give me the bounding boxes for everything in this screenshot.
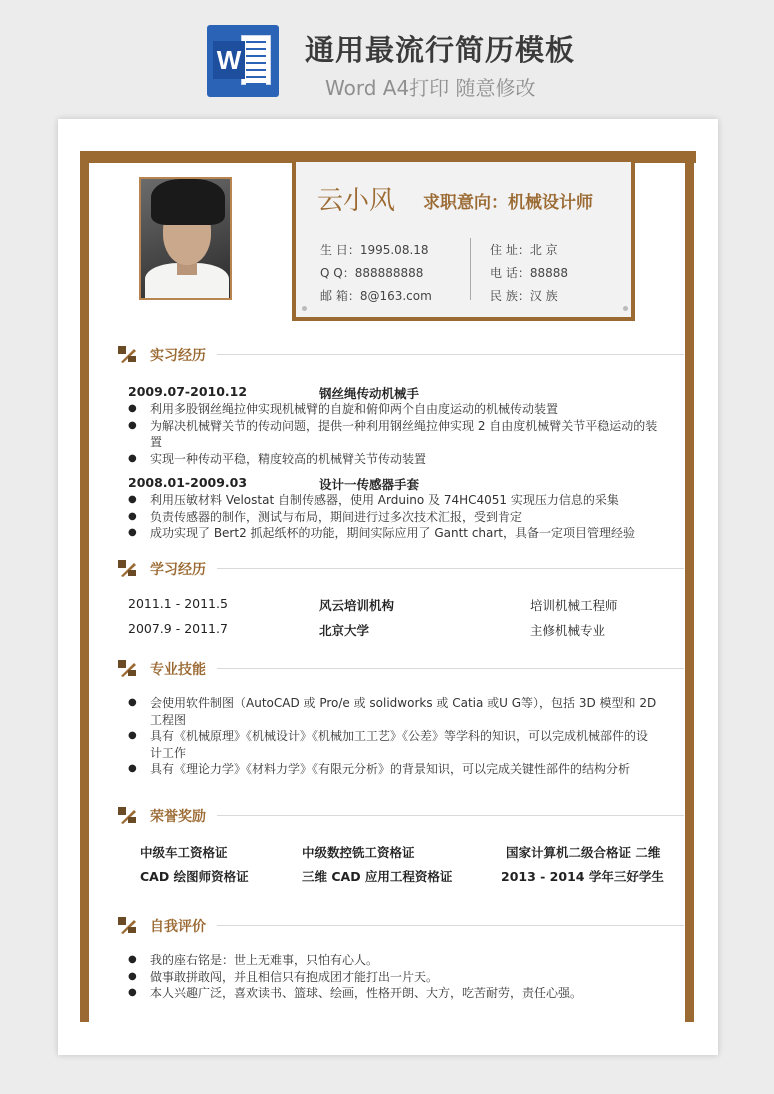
info-phone-value: 88888	[529, 266, 569, 280]
edu-school: 风云培训机构	[319, 598, 395, 613]
pencil-ruler-icon	[117, 559, 137, 577]
info-ethnic-label: 民 族：	[490, 289, 530, 303]
edu-date: 2007.9 - 2011.7	[128, 621, 228, 636]
award-item: 中级数控铣工资格证	[302, 845, 415, 860]
info-birth-label: 生 日：	[320, 243, 360, 257]
info-address	[490, 241, 558, 258]
section-title: 实习经历	[150, 348, 206, 364]
list-item: ● 实现一种传动平稳，精度较高的机械臂关节传动装置	[128, 451, 658, 468]
profile-name: 云小风	[317, 186, 396, 216]
list-item: ● 具有《理论力学》《材料力学》《有限元分析》的背景知识，可以完成关键性部件的结构分析	[128, 761, 658, 778]
entry-title: 设计一传感器手套	[319, 477, 420, 492]
section-divider	[217, 354, 684, 355]
list-item: ● 利用压敏材料 Velostat 自制传感器，使用 Arduino 及 74HC4051 实现压力信息的采集	[128, 492, 658, 509]
list-item: ● 成功实现了 Bert2 抓起纸杯的功能，期间实际应用了 Gantt chart，具备一定项目管理经验	[128, 525, 658, 542]
internship-2-bullets	[128, 492, 658, 542]
pencil-ruler-icon	[117, 916, 137, 934]
pencil-ruler-icon	[117, 345, 137, 363]
frame-left-bar	[80, 151, 89, 1022]
info-birth	[320, 241, 429, 258]
skills-bullets	[128, 695, 658, 778]
word-page-graphic	[241, 35, 271, 85]
info-qq-label: Q Q：	[320, 266, 355, 280]
edu-date: 2011.1 - 2011.5	[128, 596, 228, 611]
info-qq-value: 888888888	[354, 266, 424, 280]
section-divider	[217, 815, 684, 816]
list-item: ● 利用多股钢丝绳拉伸实现机械臂的自旋和俯仰两个自由度运动的机械传动装置	[128, 401, 658, 418]
edu-major: 主修机械专业	[530, 623, 606, 638]
info-email-label: 邮 箱：	[320, 289, 360, 303]
section-title: 专业技能	[150, 662, 206, 678]
entry-date: 2008.01-2009.03	[128, 475, 248, 490]
internship-1-bullets	[128, 401, 658, 467]
list-item: ● 为解决机械臂关节的传动问题，提供一种利用钢丝绳拉伸实现 2 自由度机械臂关节平稳运动的装置	[128, 418, 658, 451]
entry-title: 钢丝绳传动机械手	[319, 386, 420, 401]
banner	[0, 0, 774, 110]
banner-subtitle: Word A4打印 随意修改	[325, 76, 536, 100]
award-item: 2013 - 2014 学年三好学生	[501, 869, 664, 884]
resume-page	[58, 119, 718, 1055]
info-phone	[490, 264, 568, 281]
award-item: 三维 CAD 应用工程资格证	[302, 869, 453, 884]
award-item: CAD 绘图师资格证	[140, 869, 249, 884]
info-ethnic-value: 汉 族	[529, 289, 558, 303]
info-email	[320, 287, 432, 304]
edu-school: 北京大学	[319, 623, 370, 638]
pencil-ruler-icon	[117, 806, 137, 824]
list-item: ● 负责传感器的制作，测试与布局，期间进行过多次技术汇报，受到肯定	[128, 509, 658, 526]
section-divider	[217, 568, 684, 569]
edu-major: 培训机械工程师	[530, 598, 618, 613]
info-divider	[470, 238, 471, 300]
word-icon-letter: W	[213, 41, 245, 79]
frame-right-bar	[685, 151, 694, 1022]
pencil-ruler-icon	[117, 659, 137, 677]
job-intent: 求职意向：机械设计师	[423, 193, 593, 213]
award-item: 中级车工资格证	[140, 845, 228, 860]
word-icon	[207, 25, 279, 97]
list-item: ● 我的座右铭是：世上无难事，只怕有心人。	[128, 952, 658, 969]
info-ethnic	[490, 287, 558, 304]
list-item: ● 会使用软件制图（AutoCAD 或 Pro/e 或 solidworks 或 Catia 或U G等），包括 3D 模型和 2D 工程图	[128, 695, 658, 728]
info-qq	[320, 264, 423, 281]
section-divider	[217, 668, 684, 669]
section-title: 自我评价	[150, 919, 206, 935]
info-address-value: 北 京	[529, 243, 558, 257]
section-self-header	[117, 915, 684, 937]
section-internship-header	[117, 344, 684, 366]
info-email-value: 8@163.com	[359, 289, 432, 303]
section-title: 学习经历	[150, 562, 206, 578]
info-birth-value: 1995.08.18	[359, 243, 429, 257]
banner-title: 通用最流行简历模板	[305, 33, 576, 67]
award-item: 国家计算机二级合格证 二维	[506, 845, 661, 860]
list-item: ● 做事敢拼敢闯，并且相信只有抱成团才能打出一片天。	[128, 969, 658, 986]
section-title: 荣誉奖励	[150, 809, 206, 825]
section-divider	[217, 925, 684, 926]
list-item: ● 本人兴趣广泛，喜欢读书、篮球、绘画，性格开朗、大方，吃苦耐劳，责任心强。	[128, 985, 658, 1002]
info-phone-label: 电 话：	[490, 266, 530, 280]
section-awards-header	[117, 805, 684, 827]
profile-photo	[139, 177, 232, 300]
list-item: ● 具有《机械原理》《机械设计》《机械加工工艺》《公差》等学科的知识，可以完成机械部件的设计工作	[128, 728, 658, 761]
section-skills-header	[117, 658, 684, 680]
profile-info-box	[292, 162, 635, 321]
entry-date: 2009.07-2010.12	[128, 384, 248, 399]
section-education-header	[117, 558, 684, 580]
info-address-label: 住 址：	[490, 243, 530, 257]
self-bullets	[128, 952, 658, 1002]
